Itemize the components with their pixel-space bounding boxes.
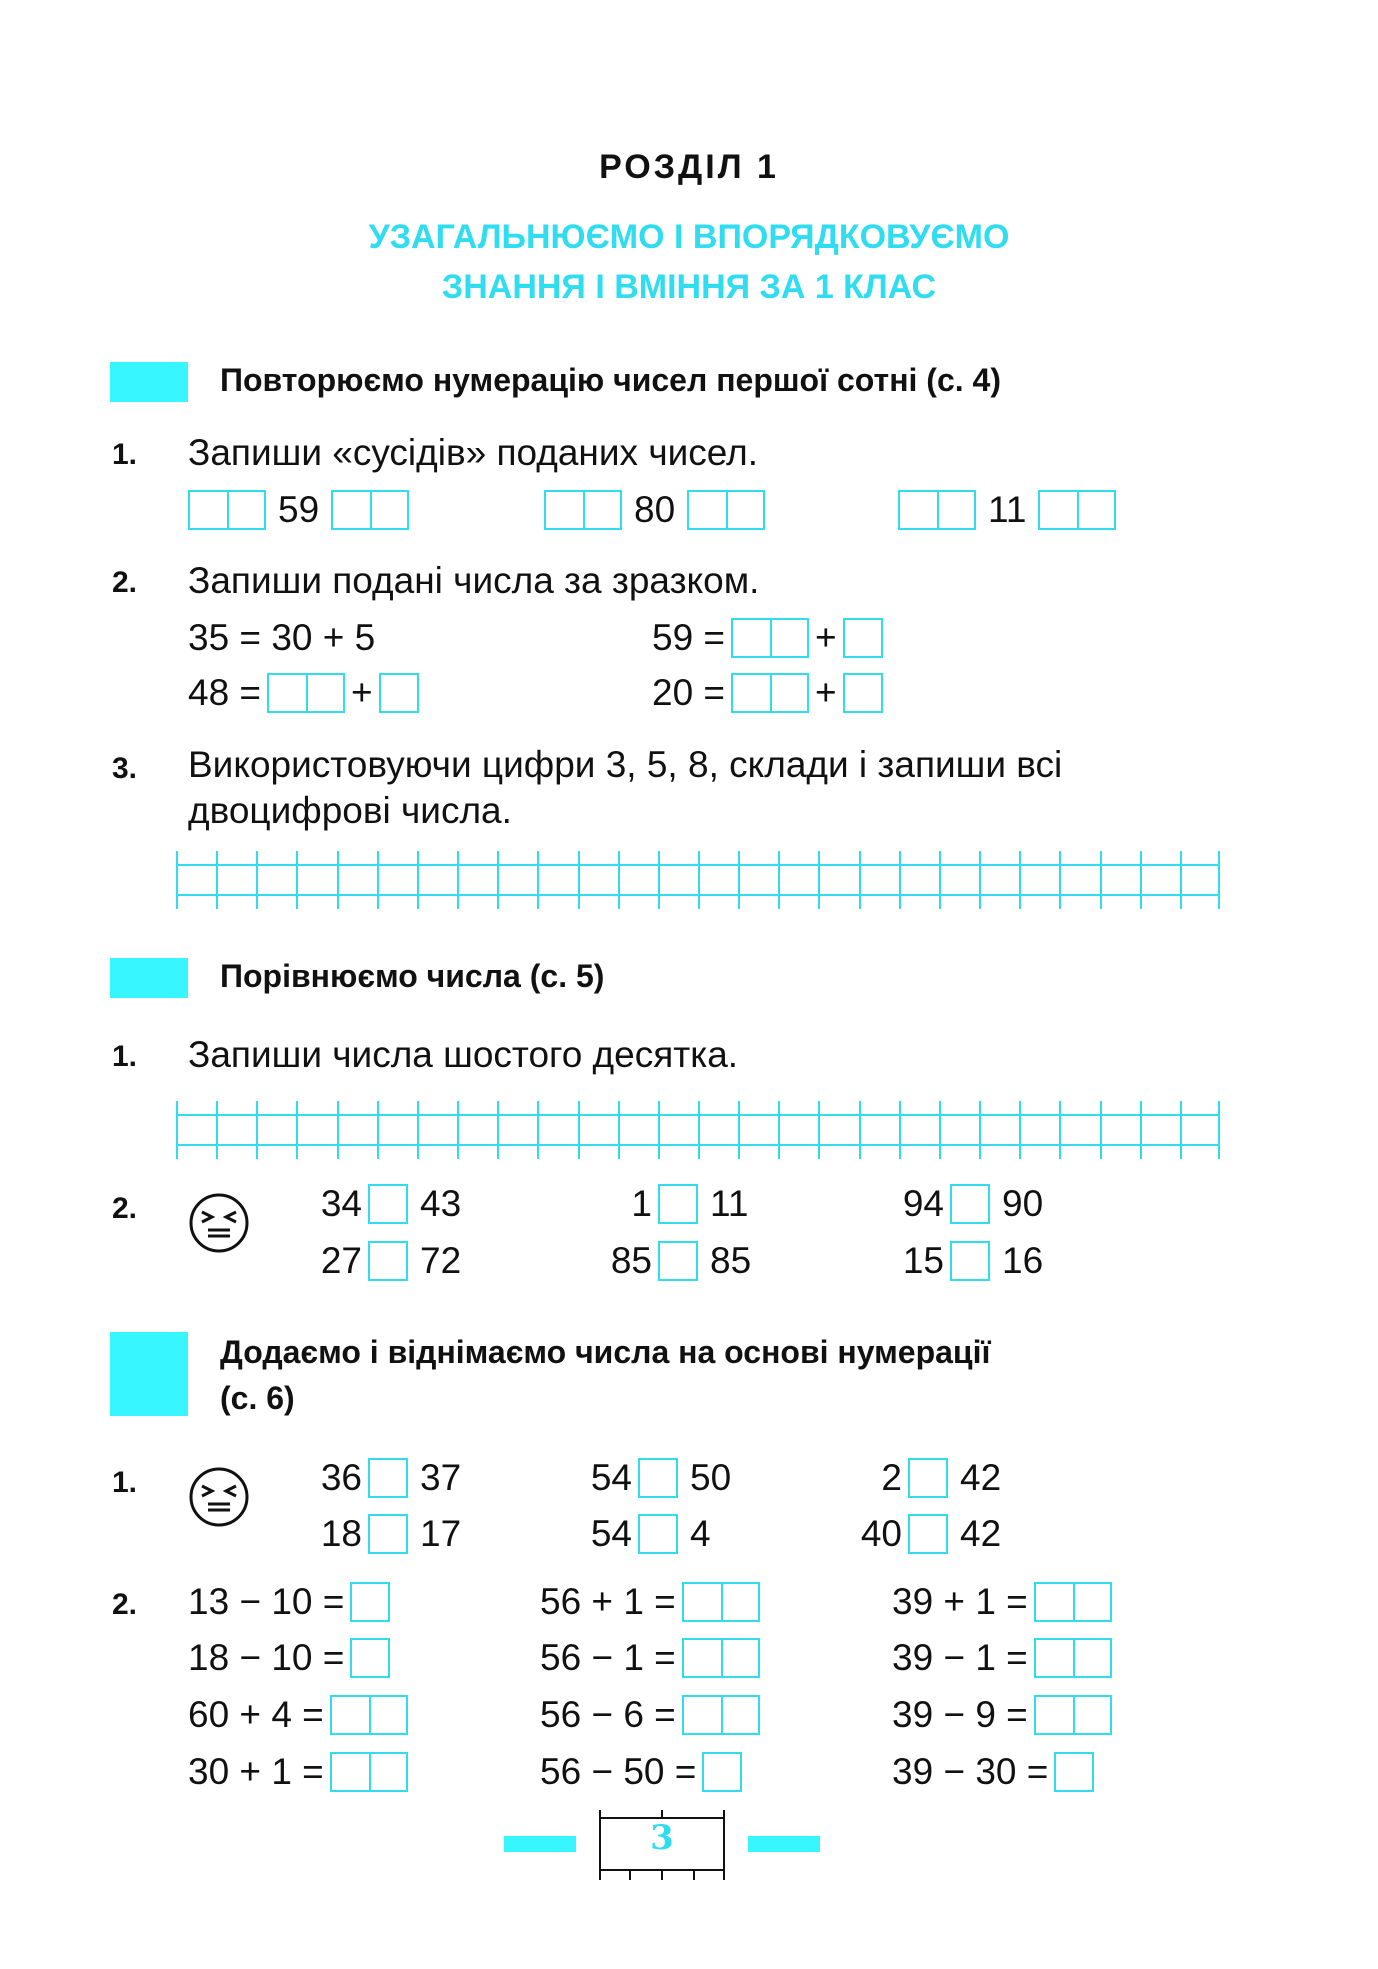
expression [188, 1746, 408, 1798]
compare-item [310, 1235, 461, 1287]
answer-box[interactable] [544, 490, 622, 530]
expression-text: 39 − 30 = [892, 1751, 1049, 1792]
tens-box[interactable] [267, 673, 345, 713]
right-number: 37 [420, 1457, 462, 1498]
right-number: 42 [960, 1457, 1002, 1498]
answer-box[interactable] [1054, 1752, 1094, 1792]
plus-sign: + [815, 672, 837, 713]
units-box[interactable] [843, 618, 883, 658]
sign-box[interactable] [950, 1241, 990, 1281]
compare-item [850, 1508, 1001, 1560]
compare-item [310, 1178, 461, 1230]
left-number: 36 [320, 1457, 362, 1498]
right-number: 4 [690, 1513, 711, 1554]
units-box[interactable] [379, 673, 419, 713]
sign-box[interactable] [658, 1184, 698, 1224]
sign-box[interactable] [908, 1458, 948, 1498]
left-number: 54 [590, 1513, 632, 1554]
sign-box[interactable] [658, 1241, 698, 1281]
sign-box[interactable] [368, 1514, 408, 1554]
given-number: 59 [278, 489, 320, 530]
expression [540, 1632, 760, 1684]
compare-item [892, 1178, 1043, 1230]
neighbors-row [898, 484, 1116, 536]
section-marker-3 [110, 1332, 188, 1416]
answer-box[interactable] [682, 1582, 760, 1622]
sign-box[interactable] [950, 1184, 990, 1224]
left-number: 15 [902, 1240, 944, 1281]
sign-box[interactable] [908, 1514, 948, 1554]
task-number: 1. [112, 1466, 138, 1499]
chapter-title: РОЗДІЛ 1 [599, 148, 779, 186]
task-text-line-2: двоцифрові числа. [188, 790, 512, 831]
right-number: 17 [420, 1513, 462, 1554]
sign-box[interactable] [638, 1458, 678, 1498]
expression-text: 56 + 1 = [540, 1581, 676, 1622]
section-title-2: Порівнюємо числа (с. 5) [220, 958, 605, 994]
right-number: 50 [690, 1457, 732, 1498]
sign-box[interactable] [368, 1184, 408, 1224]
compare-item [310, 1452, 461, 1504]
decomposition-row [188, 667, 419, 719]
compare-item [580, 1508, 711, 1560]
left-number: 85 [610, 1240, 652, 1281]
left-number: 27 [320, 1240, 362, 1281]
given-number: 11 [988, 489, 1027, 530]
plus-sign: + [815, 617, 837, 658]
task-number: 2. [112, 566, 138, 599]
left-number: 18 [320, 1513, 362, 1554]
left-number: 2 [881, 1457, 902, 1498]
section-title-3-line-1: Додаємо і віднімаємо числа на основі нумерації [220, 1334, 991, 1370]
writing-grid[interactable] [176, 1095, 1220, 1165]
thinking-face-icon [188, 1466, 250, 1528]
given-number: 80 [634, 489, 676, 530]
expression [540, 1576, 760, 1628]
example-row [188, 612, 375, 664]
answer-box[interactable] [350, 1582, 390, 1622]
task-number: 1. [112, 438, 138, 471]
answer-box[interactable] [682, 1638, 760, 1678]
compare-item [580, 1452, 731, 1504]
expression-text: 30 + 1 = [188, 1751, 324, 1792]
decomposition-label: 48 = [188, 672, 262, 713]
expression-text: 13 − 10 = [188, 1581, 345, 1622]
expression [540, 1746, 742, 1798]
task-text-line-1: Використовуючи цифри 3, 5, 8, склади і запиши всі [188, 744, 1063, 785]
sign-box[interactable] [638, 1514, 678, 1554]
compare-item [310, 1508, 461, 1560]
answer-box[interactable] [331, 490, 409, 530]
expression [188, 1576, 390, 1628]
answer-box[interactable] [330, 1752, 408, 1792]
chapter-subtitle-line-1: УЗАГАЛЬНЮЄМО І ВПОРЯДКОВУЄМО [368, 218, 1010, 256]
answer-box[interactable] [1038, 490, 1116, 530]
task-number: 1. [112, 1040, 138, 1073]
expression-text: 39 − 9 = [892, 1694, 1028, 1735]
section-marker-2 [110, 958, 188, 998]
task-number: 2. [112, 1588, 138, 1621]
sign-box[interactable] [368, 1458, 408, 1498]
compare-item [600, 1235, 751, 1287]
answer-box[interactable] [702, 1752, 742, 1792]
chapter-subtitle-line-2: ЗНАННЯ І ВМІННЯ ЗА 1 КЛАС [441, 268, 937, 306]
decomposition-label: 59 = [652, 617, 726, 658]
expression-text: 56 − 1 = [540, 1637, 676, 1678]
plus-sign: + [351, 672, 373, 713]
compare-item [892, 1235, 1043, 1287]
left-number: 1 [631, 1183, 652, 1224]
answer-box[interactable] [330, 1695, 408, 1735]
left-number: 34 [320, 1183, 362, 1224]
section-title-1: Повторюємо нумерацію чисел першої сотні (с. 4) [220, 362, 1001, 398]
task-number: 3. [112, 752, 138, 785]
section-marker-1 [110, 362, 188, 402]
expression-text: 18 − 10 = [188, 1637, 345, 1678]
section-title-3-line-2: (с. 6) [220, 1380, 295, 1416]
right-number: 16 [1002, 1240, 1044, 1281]
thinking-face-icon [188, 1192, 250, 1254]
example-expression: 35 = 30 + 5 [188, 617, 376, 658]
right-number: 90 [1002, 1183, 1044, 1224]
task-text: Запиши числа шостого десятка. [188, 1034, 739, 1075]
writing-grid[interactable] [176, 845, 1220, 915]
compare-item [850, 1452, 1001, 1504]
expression-text: 56 − 50 = [540, 1751, 697, 1792]
neighbors-row [188, 484, 409, 536]
expression [188, 1632, 390, 1684]
expression [892, 1576, 1112, 1628]
right-number: 85 [710, 1240, 752, 1281]
right-number: 42 [960, 1513, 1002, 1554]
expression-text: 39 − 1 = [892, 1637, 1028, 1678]
left-number: 94 [902, 1183, 944, 1224]
answer-box[interactable] [898, 490, 976, 530]
expression [892, 1689, 1112, 1741]
footer-bar-right [748, 1836, 820, 1852]
answer-box[interactable] [188, 490, 266, 530]
compare-item [600, 1178, 748, 1230]
tens-box[interactable] [731, 673, 809, 713]
decomposition-row [652, 667, 883, 719]
answer-box[interactable] [350, 1638, 390, 1678]
answer-box[interactable] [1034, 1695, 1112, 1735]
task-text: Запиши подані числа за зразком. [188, 560, 760, 601]
task-number: 2. [112, 1192, 138, 1225]
answer-box[interactable] [682, 1695, 760, 1735]
page-number: 3 [650, 1818, 674, 1858]
expression [892, 1632, 1112, 1684]
neighbors-row [544, 484, 765, 536]
right-number: 11 [710, 1183, 749, 1224]
expression-text: 39 + 1 = [892, 1581, 1028, 1622]
expression [188, 1689, 408, 1741]
right-number: 43 [420, 1183, 462, 1224]
answer-box[interactable] [1034, 1582, 1112, 1622]
footer-bar-left [504, 1836, 576, 1852]
right-number: 72 [420, 1240, 462, 1281]
units-box[interactable] [843, 673, 883, 713]
expression [892, 1746, 1094, 1798]
decomposition-label: 20 = [652, 672, 726, 713]
expression-text: 60 + 4 = [188, 1694, 324, 1735]
answer-box[interactable] [687, 490, 765, 530]
left-number: 40 [860, 1513, 902, 1554]
decomposition-row [652, 612, 883, 664]
tens-box[interactable] [731, 618, 809, 658]
task-text: Запиши «сусідів» поданих чисел. [188, 432, 758, 473]
expression-text: 56 − 6 = [540, 1694, 676, 1735]
left-number: 54 [590, 1457, 632, 1498]
answer-box[interactable] [1034, 1638, 1112, 1678]
expression [540, 1689, 760, 1741]
sign-box[interactable] [368, 1241, 408, 1281]
